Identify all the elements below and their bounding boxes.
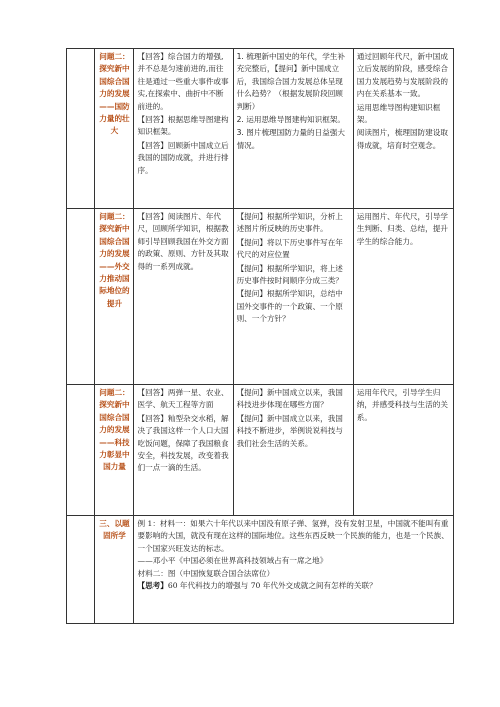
answer-text: 【回答】籼型杂交水稻，解决了我国这样一个人口大国吃饭问题，保障了我国粮食安全，科技发展，改变着我们一点一滴的生活。 (137, 413, 229, 473)
intent-text: 运用思维导图构建知识框架。 (356, 102, 441, 125)
design-intent-cell (353, 209, 453, 385)
stage-cell: 问题二：探究新中国综合国力的发展——外交力推动国际地位的提升 (95, 209, 134, 385)
blank-cell (67, 385, 95, 516)
table-row (67, 209, 454, 385)
question-text: 【提问】新中国成立以来，我国科技不断进步，举例说说科技与我们社会生活的关系。 (236, 413, 343, 448)
intent-text: 运用图片、年代尺，引导学生判断、归类、总结，提升学生的综合能力。 (356, 212, 448, 246)
intent-text: 通过回顾年代尺，新中国成立后发展的阶段，感受综合国力发展趋势与发展阶段的内在关系基本一致。 (356, 52, 448, 99)
blank-cell (67, 49, 95, 209)
teacher-activity-cell (233, 209, 353, 385)
material-source: ——邓小平《中国必须在世界高科技领域占有一席之地》 (137, 556, 328, 566)
section-title: 三、以题固所学 (95, 516, 134, 624)
answer-text: 【回答】两弹一星、农业、医学、航天工程等方面 (137, 388, 229, 410)
student-activity-cell (134, 49, 233, 209)
design-intent-cell (353, 385, 453, 516)
question-text: 1. 梳理新中国史的年代，学生补充完整后，【提问】新中国成立后，我国综合国力发展总体呈现什么趋势？（根据发展阶段回顾判断） (236, 52, 345, 111)
student-activity-cell (134, 385, 233, 516)
think-label: 【思考】 (137, 581, 168, 591)
stage-cell: 问题二：探究新中国综合国力的发展——国防力量的壮大 (95, 49, 134, 209)
teacher-activity-cell (233, 49, 353, 209)
student-activity-cell (134, 209, 233, 385)
blank-cell (67, 516, 95, 624)
question-text: 【提问】将以下历史事件写在年代尺的对应位置 (236, 237, 343, 260)
question-text: 【提问】根据所学知识，总结中国外交事件的一个政策、一个原则、一个方针？ (236, 289, 343, 324)
table-row (67, 385, 454, 516)
table-row (67, 49, 454, 209)
question-text: 2. 运用思维导图建构知识框架。 (236, 115, 345, 125)
question-text: 【提问】根据所学知识，分析上述图片所反映的历史事件。 (236, 212, 343, 234)
question-text: 【提问】根据所学知识，将上述历史事件按时间顺序分成三类？ (236, 263, 343, 286)
teacher-activity-cell (233, 385, 353, 516)
question-text: 【提问】新中国成立以来，我国科技进步体现在哪些方面？ (236, 388, 343, 410)
material-text: 材料二：图（中国恢复联合国合法席位） (137, 568, 275, 578)
answer-text: 【回答】阅读图片、年代尺，回顾所学知识，根据教师引导回顾我国在外交方面的政策、原则、方针及其取得的一系列成就。 (137, 212, 229, 271)
exercise-cell (134, 516, 454, 624)
design-intent-cell (353, 49, 453, 209)
think-text: 60 年代科技力的增强与 70 年代外交成就之间有怎样的关联？ (167, 581, 377, 591)
answer-text: 【回答】根据思维导图建构知识框架。 (137, 115, 229, 137)
answer-text: 【回答】回顾新中国成立后我国的国防成就，并进行排序。 (137, 140, 229, 175)
lesson-plan-table (66, 48, 454, 624)
think-question (137, 580, 450, 592)
intent-text: 阅读图片，梳理国防建设取得成就，培育时空观念。 (356, 128, 448, 150)
answer-text: 【回答】综合国力的增强,并不总是匀速前进的,而往往是通过一些重大事件或事实,在探索中、曲折中不断前进的。 (137, 52, 229, 111)
table-row (67, 516, 454, 624)
blank-cell (67, 209, 95, 385)
intent-text: 运用年代尺，引导学生归纳，并感受科技与生活的关系。 (356, 388, 448, 422)
stage-cell: 问题二：探究新中国综合国力的发展——科技力彰显中国力量 (95, 385, 134, 516)
question-text: 3. 图片梳理国防力量的日益强大情况。 (236, 128, 345, 150)
material-text: 例 1：材料一：如果六十年代以来中国没有原子弹、氢弹，没有发射卫星，中国就不能叫有重要影响的大国，就没有现在这样的国际地位。这些东西反映一个民族的能力，也是一个民族、一个国家兴旺发达的标志。 (137, 519, 449, 553)
